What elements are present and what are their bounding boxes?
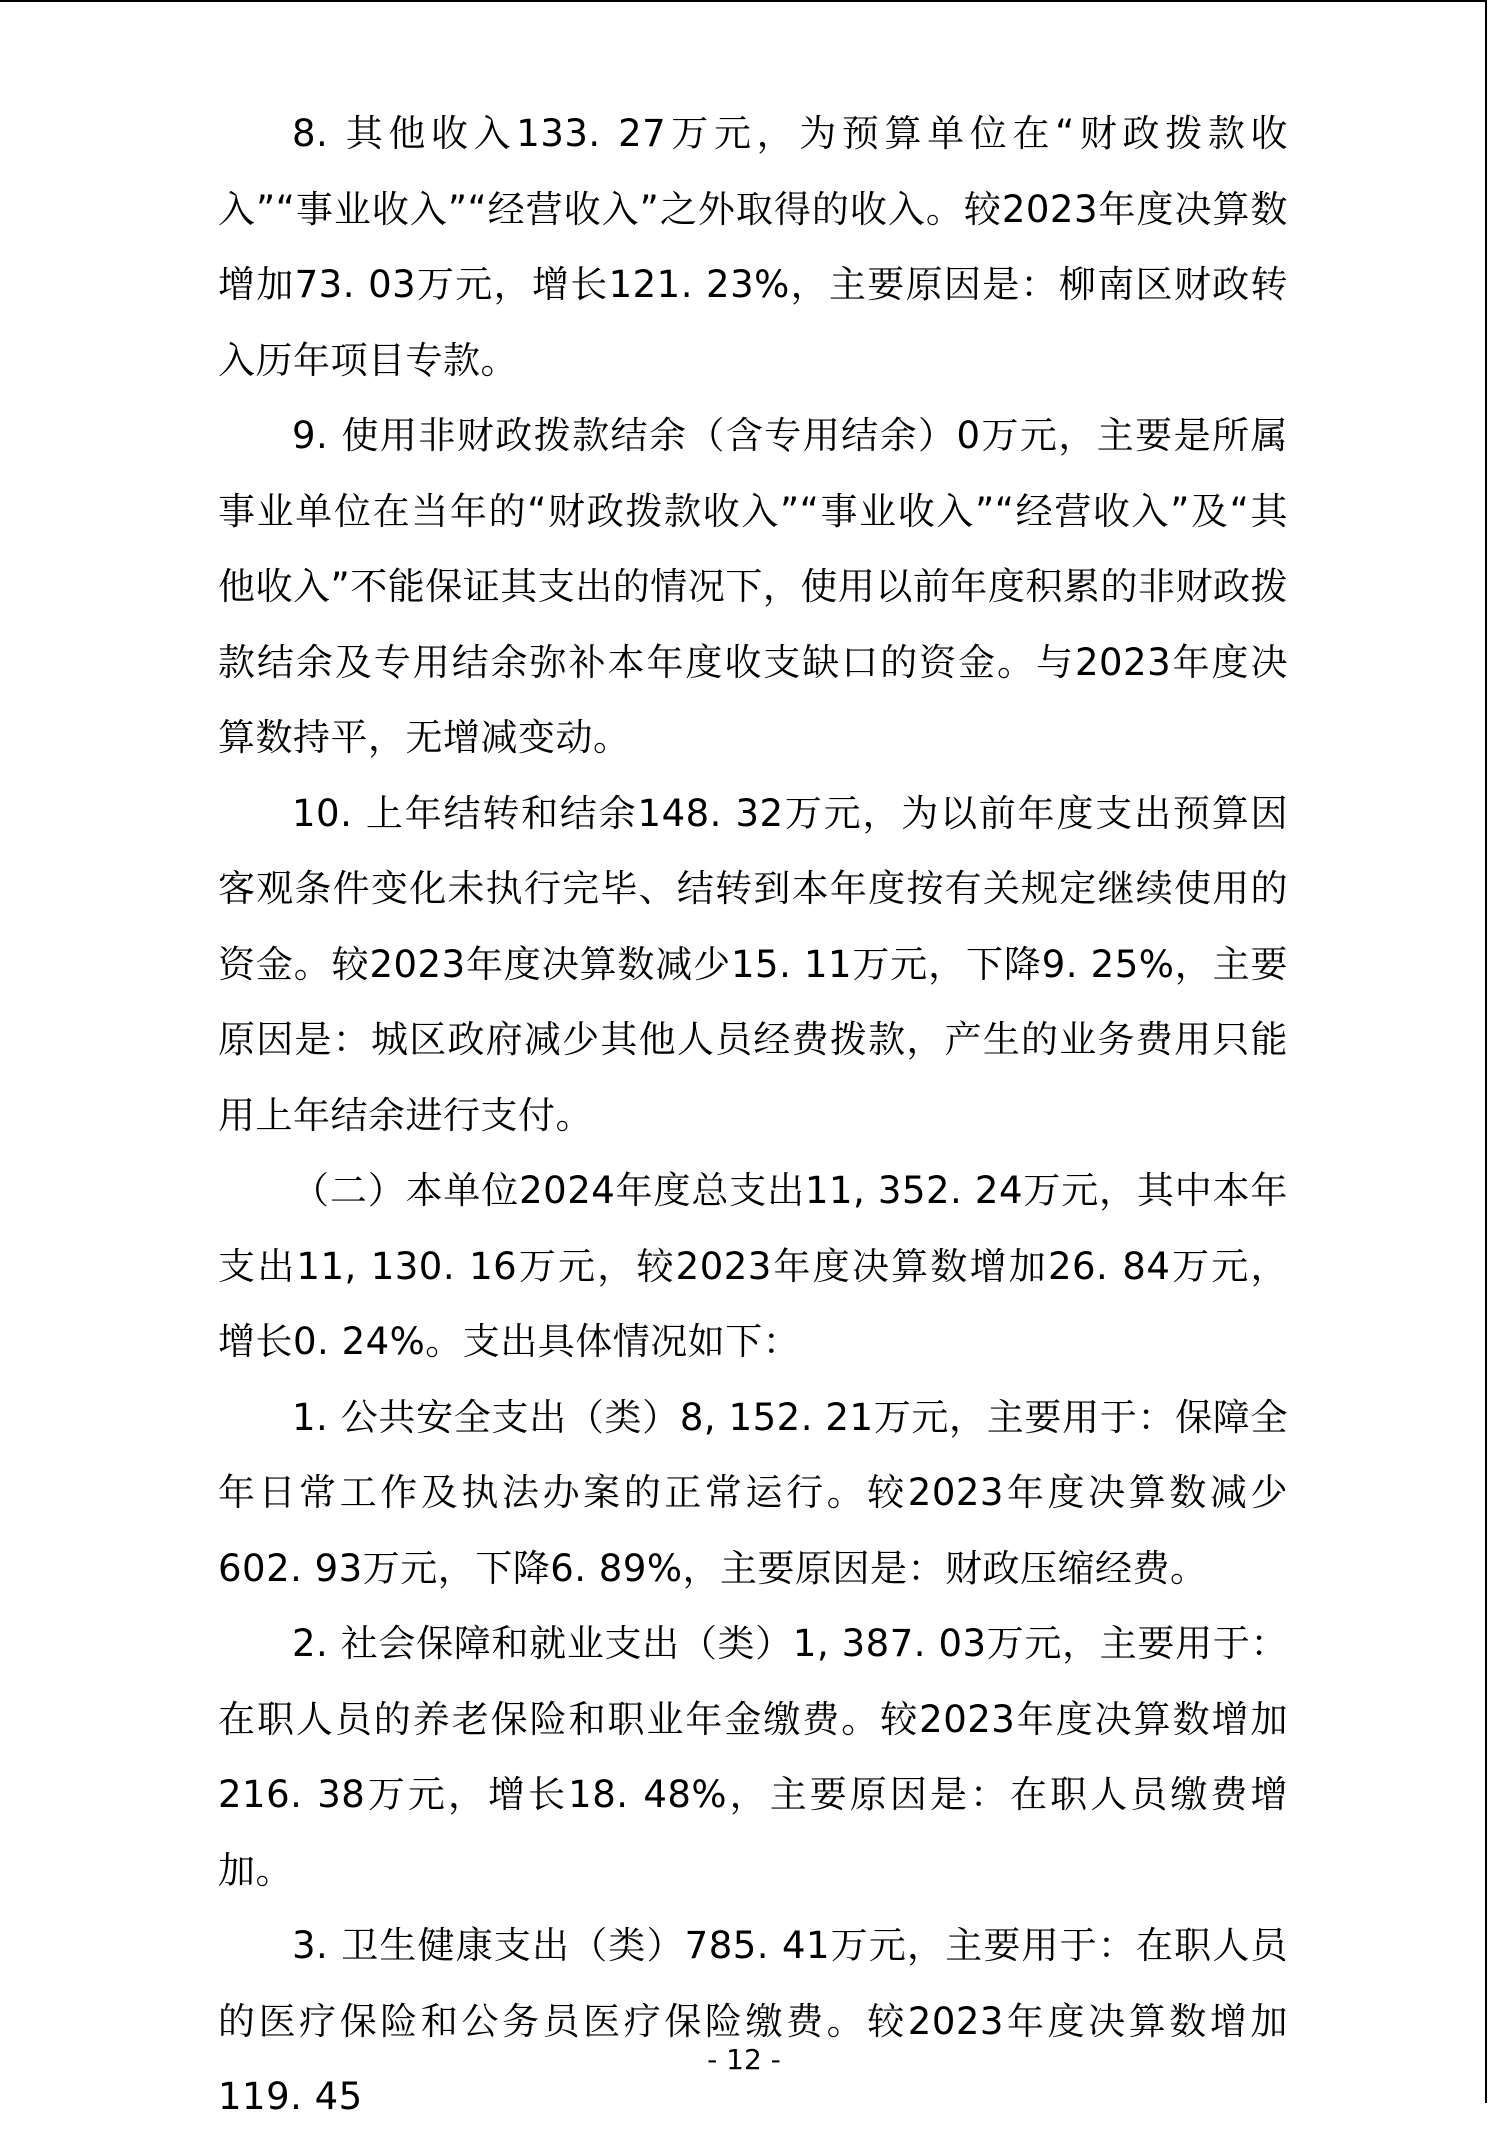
document-body (218, 96, 1288, 2135)
paragraph-carryover-balance: 10. 上年结转和结余148. 32万元，为以前年度支出预算因客观条件变化未执行完毕、结转到本年度按有关规定继续使用的资金。较2023年度决算数减少15. 11万元，下降9. 25%，主要原因是：城区政府减少其他人员经费拨款，产生的业务费用只能用上年结余进行支付。 (218, 791, 1288, 1137)
paragraph-other-income: 8. 其他收入133. 27万元，为预算单位在“财政拨款收入”“事业收入”“经营收入”之外取得的收入。较2023年度决算数增加73. 03万元，增长121. 23%，主要原因是：柳南区财政转入历年项目专款。 (218, 112, 1288, 382)
paragraph-public-safety: 1. 公共安全支出（类）8, 152. 21万元，主要用于：保障全年日常工作及执法办案的正常运行。较2023年度决算数减少602. 93万元，下降6. 89%，主要原因是：财政压缩经费。 (218, 1395, 1288, 1590)
paragraph-health: 3. 卫生健康支出（类）785. 41万元，主要用于：在职人员的医疗保险和公务员医疗保险缴费。较2023年度决算数增加119. 45 (218, 1924, 1288, 2118)
page-number: - 12 - (707, 2043, 781, 2076)
paragraph-social-security: 2. 社会保障和就业支出（类）1, 387. 03万元，主要用于：在职人员的养老保险和职业年金缴费。较2023年度决算数增加216. 38万元，增长18. 48%，主要原因是：在职人员缴费增加。 (218, 1622, 1288, 1892)
paragraph-non-fiscal-balance: 9. 使用非财政拨款结余（含专用结余）0万元，主要是所属事业单位在当年的“财政拨款收入”“事业收入”“经营收入”及“其他收入”不能保证其支出的情况下，使用以前年度积累的非财政拨款结余及专用结余弥补本年度收支缺口的资金。与2023年度决算数持平，无增减变动。 (218, 414, 1288, 759)
paragraph-total-expenditure: （二）本单位2024年度总支出11, 352. 24万元，其中本年支出11, 130. 16万元，较2023年度决算数增加26. 84万元，增长0. 24%。支出具体情况如下： (218, 1169, 1288, 1363)
